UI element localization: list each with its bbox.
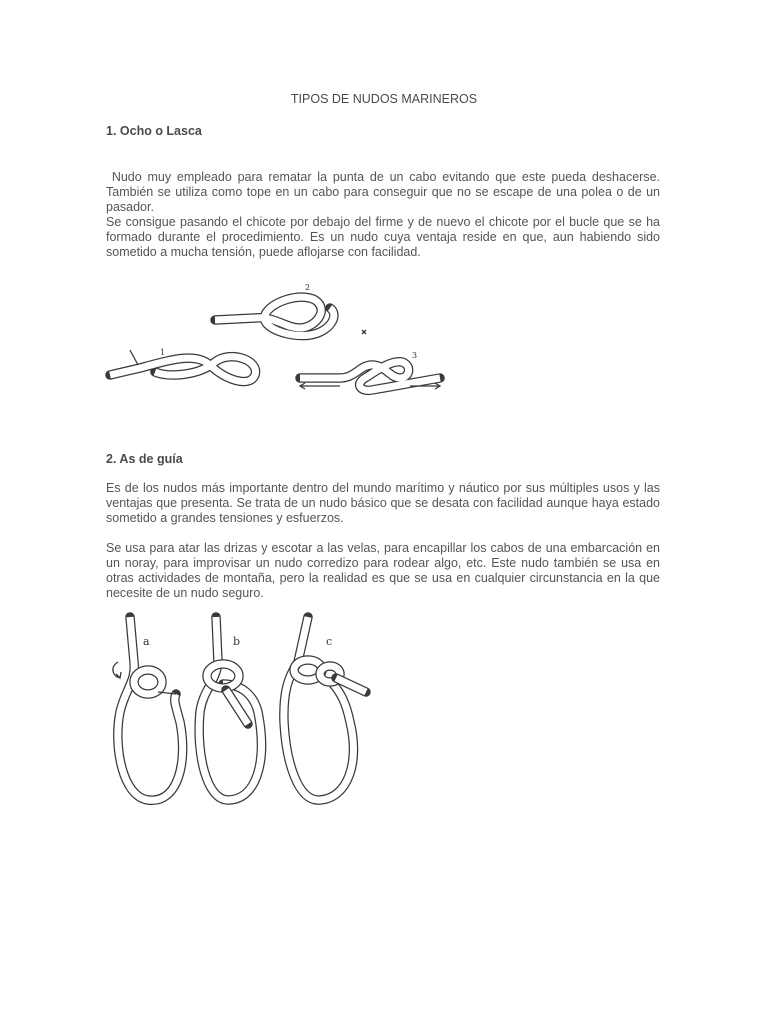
paragraph: Nudo muy empleado para rematar la punta de un cabo evitando que este pueda deshacerse. También se utiliza como tope en un cabo para conseguir que no se escape de una polea o de un pasador. — [106, 170, 664, 214]
knot-step-1 — [110, 348, 256, 382]
figure-label-c: c — [326, 635, 333, 648]
bowline-step-b — [199, 617, 261, 800]
figure-label-b: b — [233, 635, 241, 648]
paragraph: Se consigue pasando el chicote por debajo del firme y de nuevo el chicote por el bucle que se ha formado durante el procedimiento. Es un nudo cuya ventaja reside en que, aun habiendo sido sometido a mucha tensión, puede aflojarse con facilidad. — [106, 215, 660, 259]
figure-eight-knot-illustration — [100, 280, 460, 410]
section-text-ocho — [106, 170, 664, 260]
knot-step-3 — [300, 351, 440, 390]
figure-label-2: 2 — [305, 283, 311, 292]
figure-label-1: 1 — [160, 348, 166, 357]
section-heading-as-de-guia: 2. As de guía — [106, 452, 183, 466]
bowline-step-a — [113, 617, 183, 800]
document-title: TIPOS DE NUDOS MARINEROS — [290, 92, 478, 106]
bowline-knot-illustration — [108, 612, 388, 812]
figure-label-a: a — [143, 635, 150, 648]
section-text-as-de-guia — [106, 481, 660, 601]
figure-label-3: 3 — [412, 351, 418, 360]
knot-step-2 — [215, 283, 366, 336]
paragraph: Se usa para atar las drizas y escotar a las velas, para encapillar los cabos de una embarcación en un noray, para improvisar un nudo corredizo para rodear algo, etc. Este nudo también se usa en otras actividades de montaña, pero la realidad es que se usa en cualquier circunstancia en la que necesite de un nudo seguro. — [106, 541, 660, 600]
section-heading-ocho: 1. Ocho o Lasca — [106, 124, 202, 138]
bowline-step-c — [284, 617, 366, 800]
paragraph: Es de los nudos más importante dentro del mundo marítimo y náutico por sus múltiples usos y las ventajas que presenta. Se trata de un nudo básico que se desata con facilidad aunque haya estado sometido a grandes tensiones y esfuerzos. — [106, 481, 660, 525]
